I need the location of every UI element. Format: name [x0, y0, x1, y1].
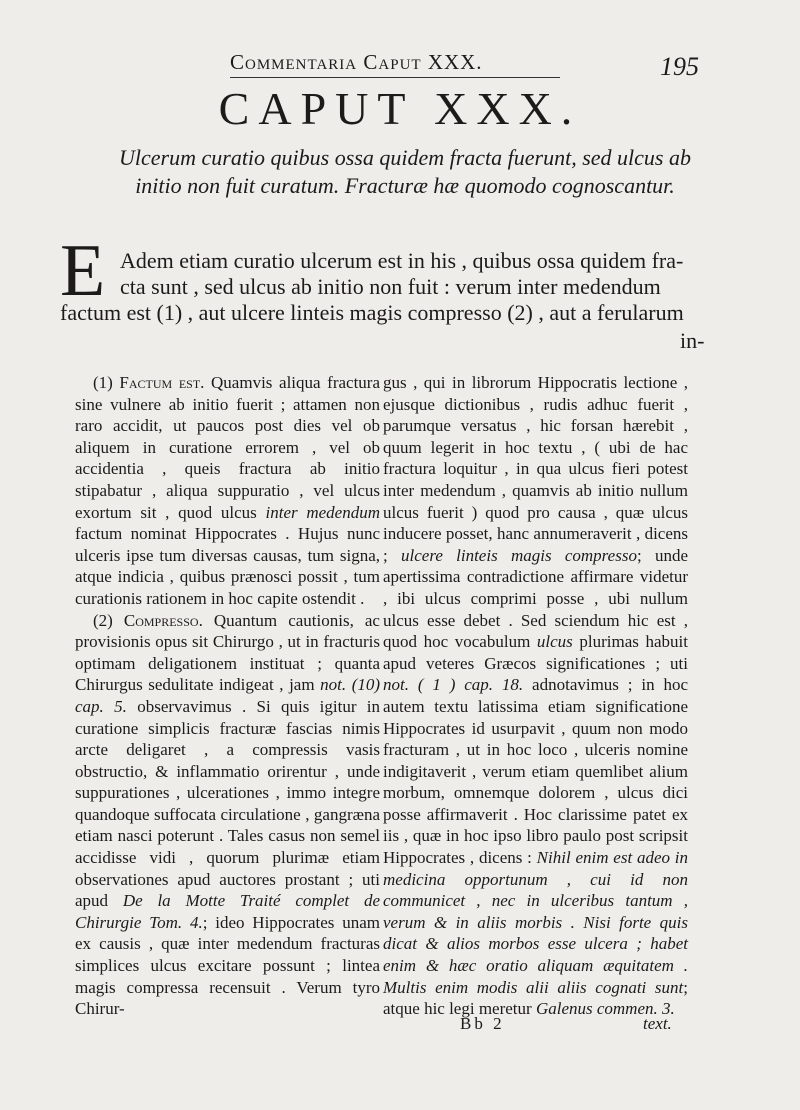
footnote-2	[75, 610, 380, 1020]
footnote-continuation	[383, 372, 688, 1020]
left-column	[75, 372, 380, 1020]
intro-line: factum est (1) , aut ulcere linteis magis compresso (2) , aut a ferularum	[60, 300, 684, 325]
footnote-ref: not. ( 1 ) cap. 18.	[383, 675, 524, 695]
footnote-italic: inter medendum	[265, 502, 380, 522]
signature-mark: Bb 2	[460, 1014, 505, 1033]
intro-line: cta sunt , sed ulcus ab initio non fuit : verum inter medendum	[120, 274, 661, 299]
footnote-italic: De la Motte Traité complet de Chirurgie Tom. 4.	[75, 891, 380, 932]
footnote-label: (1) Factum est	[93, 373, 201, 392]
footnote-1	[75, 372, 380, 610]
footnote-italic: Nihil enim est adeo in medicina opportunum , cui id non communicet , nec in ulceribus tantum , verum & in aliis morbis . Nisi forte quis dicat & alios morbos esse ulcera ; habet enim & hæc oratio aliquam æquitatem . Multis enim modis alii aliis cognati sunt	[383, 848, 688, 997]
footnote-italic: ulcere linteis magis compresso	[401, 545, 637, 565]
catchword: text.	[643, 1014, 672, 1033]
footnote-text: plurimas habuit apud veteres Græcos significationes ; uti	[383, 632, 688, 673]
footnote-text: factum nominat Hippocrates . Hujus nunc ulceris ipse tum diversas causas, tum signa, atque indicia , quibus prænosci possit , tum curationis rationem in hoc capite ostendit .	[75, 524, 380, 608]
chapter-title: CAPUT XXX.	[218, 83, 582, 134]
footnote-ref: not. (10) cap. 5.	[75, 675, 381, 716]
running-head: Commentaria Caput XXX.	[230, 50, 560, 78]
footnote-label: (2) Compresso	[93, 610, 199, 630]
chapter-subtitle: Ulcerum curatio quibus ossa quidem fracta fuerunt, sed ulcus ab initio non fuit curatum. Fracturæ hæ quomodo cognoscantur.	[119, 145, 691, 198]
footnote-text: adnotavimus ; in hoc autem textu latissima etiam significatione Hippocrates id usurpavit , quum non modo fracturam , ut in hoc loco , ulceris nomine indigitaverit , verum etiam quemlibet alium morbum, omnemque dolorem , ulcus dici posse affirmaverit . Hoc clarissime patet ex iis , quæ in hoc ipso libro paulo post scripsit Hippocrates , dicens :	[383, 675, 689, 868]
footnote-italic: Galenus commen. 3.	[535, 999, 675, 1019]
footnote-text: observavimus . Si quis igitur in curatione simplicis fracturæ fascias nimis arcte deligaret , a compressis vasis obstructio, & inflammatio orirentur , unde suppurationes , ulcerationes , immo integre quandoque suffocata circulatione , gangræna etiam nasci poterunt . Tales casus non semel accidisse vidi , quorum plurimæ etiam observationes apud auctores prostant ; uti apud	[75, 696, 381, 911]
footnote-text: ; unde apertissima contradictione affirmare videtur , ibi ulcus comprimi posse , ubi nullum ulcus esse debet . Sed sciendum hic est , quod hoc vocabulum	[383, 545, 688, 652]
footnote-italic: ulcus	[536, 632, 573, 652]
footnote-text: . Quamvis aliqua fractura sine vulnere ab initio fuerit ; attamen non raro accidit, ut paucos post dies vel ob aliquem in curatione errorem , vel ob accidentia , queis fractura ab initio stipabatur , aliqua suppuratio , vel ulcus exortum sit , quod ulcus	[75, 373, 381, 522]
footnote-text: gus , qui in librorum Hippocratis lectione , ejusque dictionibus , rudis adhuc fuerit , parumque versatus , hic forsan hærebit , quum legerit in hoc textu , ( ubi de hac fractura loquitur , in qua ulcus fieri potest inter medendum , quamvis ab initio nullum ulcus fuerit ) quod pro causa , quæ ulcus inducere posset, hanc annumeraverit , dicens ;	[383, 373, 688, 565]
footnote-text: . Quantum cautionis, ac provisionis opus sit Chirurgo , ut in fracturis optimam deligationem instituat ; quanta Chirurgus sedulitate indigeat , jam	[75, 610, 380, 695]
footnote-text: ; ideo Hippocrates unam ex causis , quæ inter medendum fracturas simplices ulcus excitare possunt ; lintea magis compressa recensuit . Verum tyro Chirur-	[75, 912, 380, 1019]
intro-line: Adem etiam curatio ulcerum est in his , quibus ossa quidem fra-	[120, 248, 684, 273]
drop-cap: E	[60, 230, 106, 312]
right-column	[383, 372, 688, 1020]
footnote-text: ; atque hic legi meretur	[383, 977, 688, 1019]
intro-line: in-	[680, 328, 705, 353]
page-number: 195	[660, 52, 699, 81]
intro-paragraph	[60, 230, 705, 353]
